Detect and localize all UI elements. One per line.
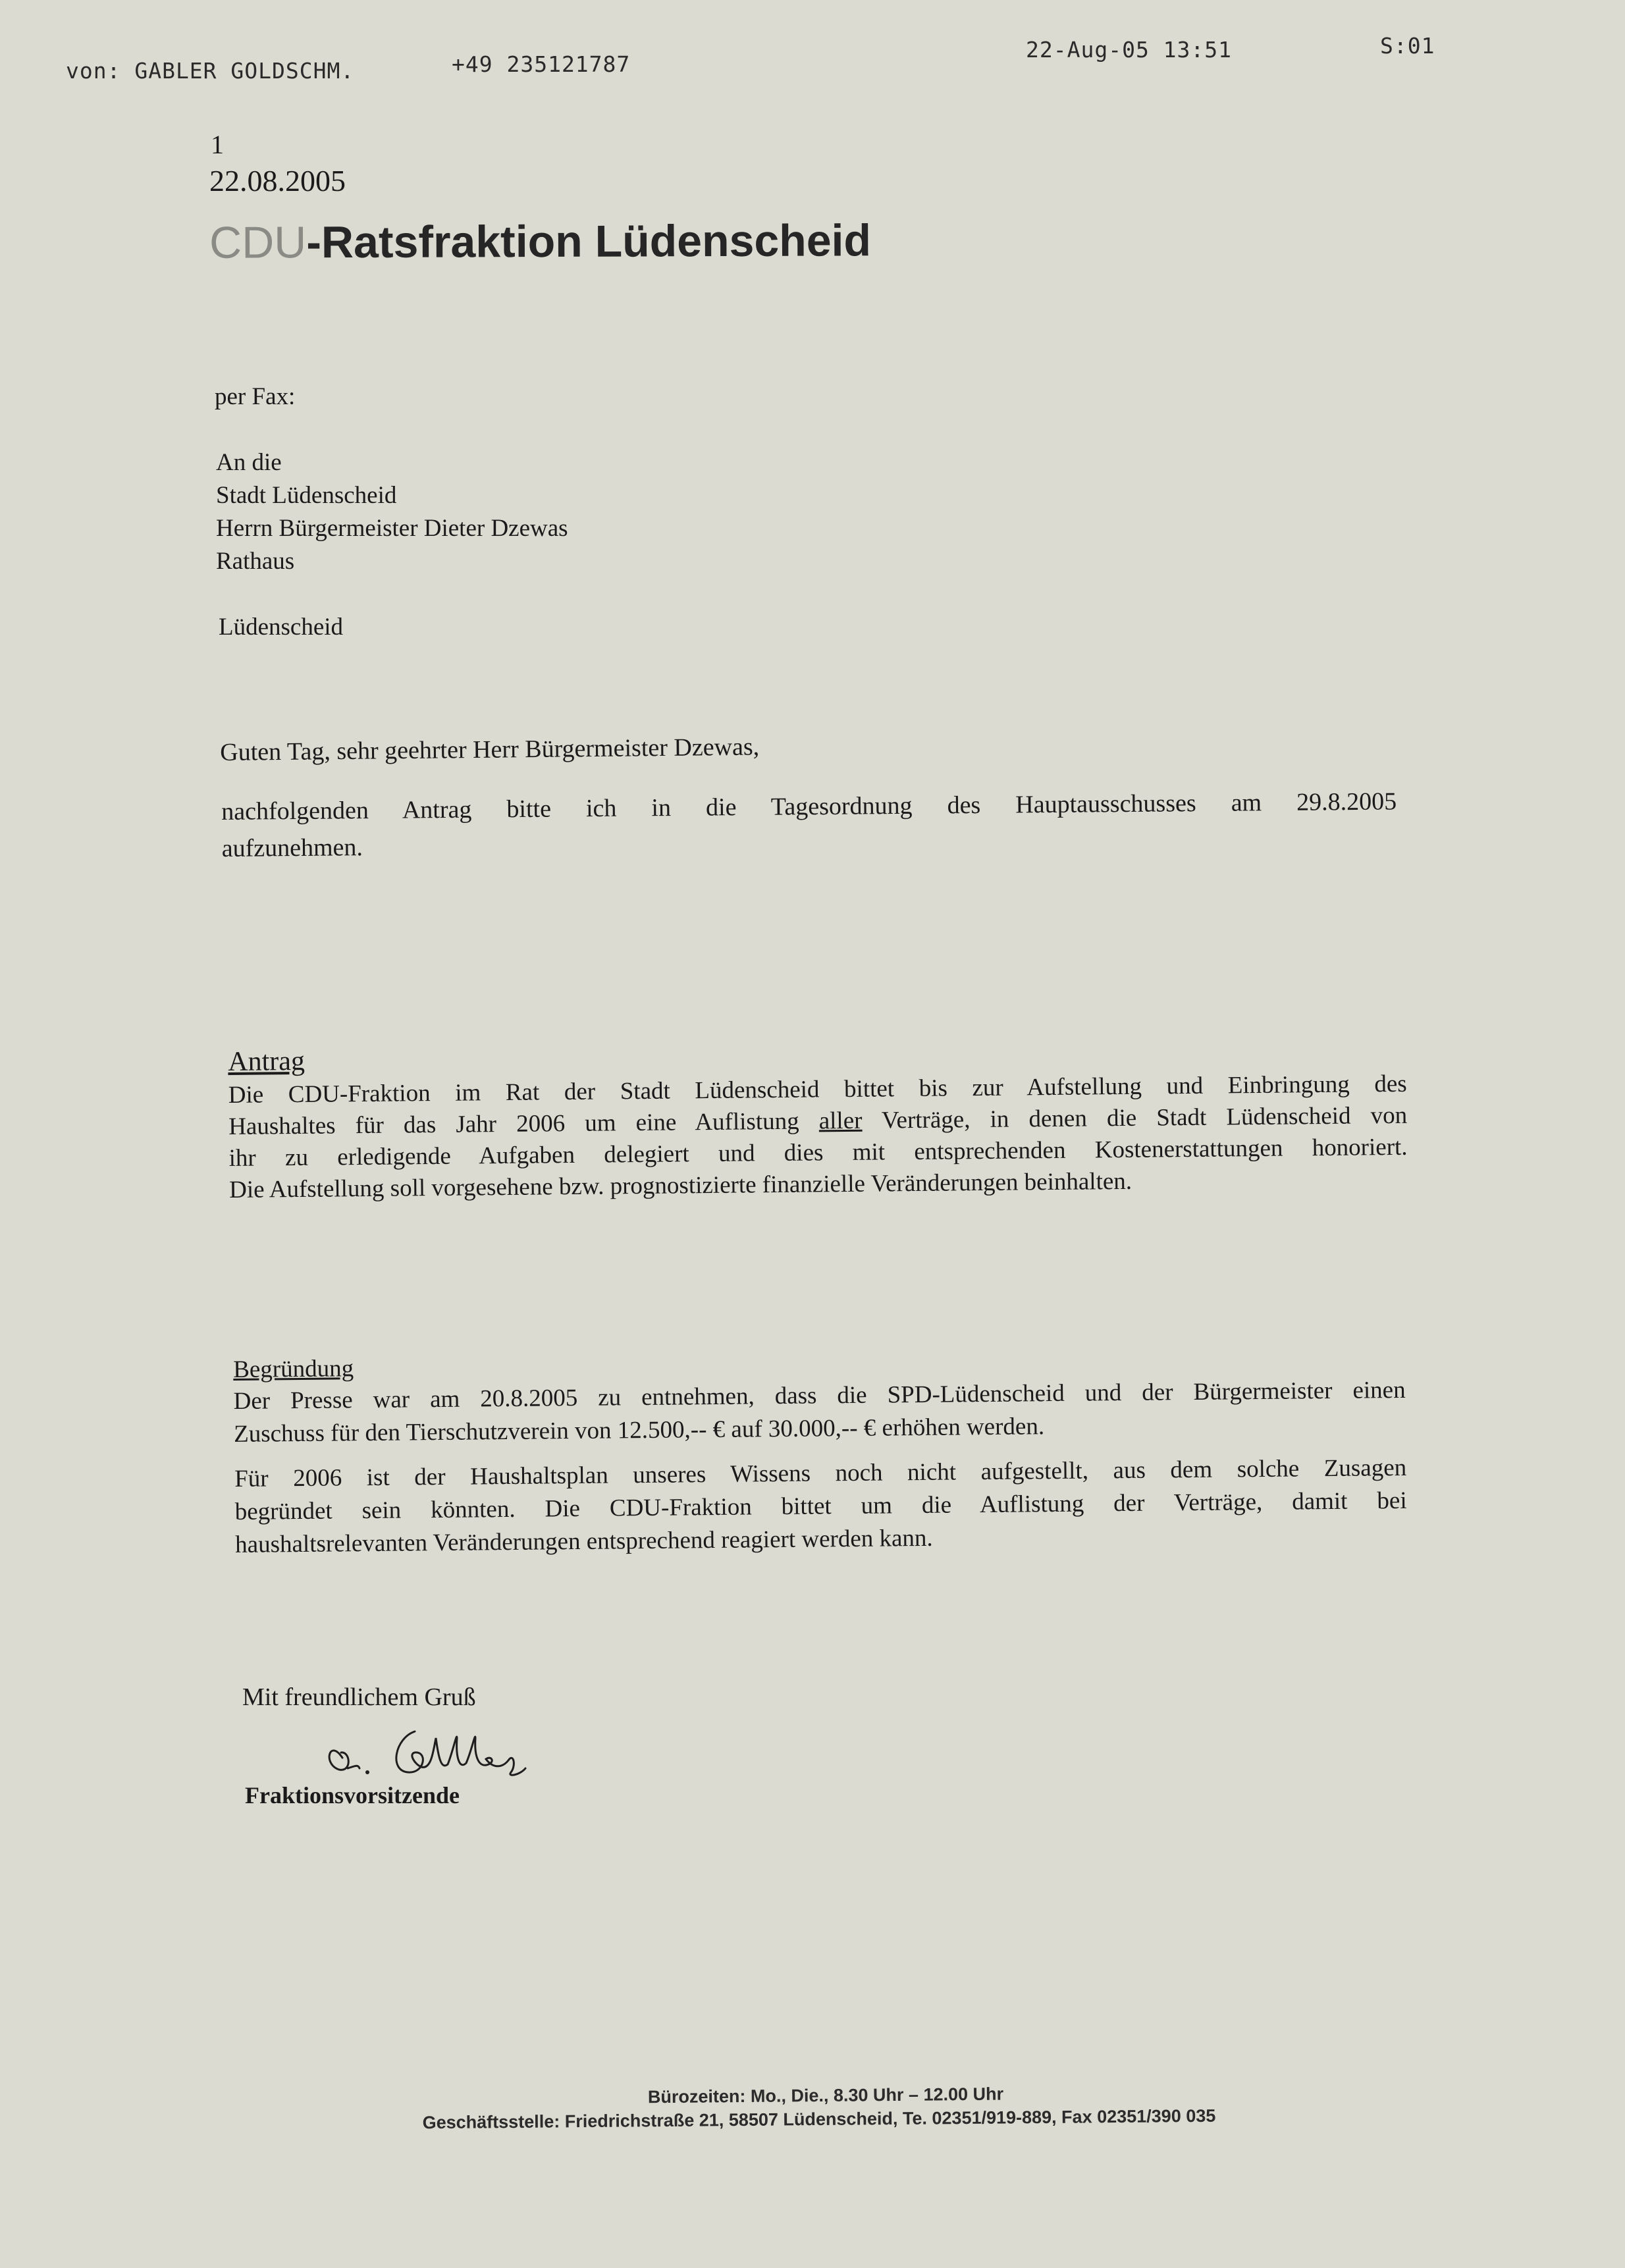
- recipient-city: Lüdenscheid: [219, 614, 344, 641]
- delivery-method: per Fax:: [215, 383, 296, 410]
- recipient-line: An die: [216, 449, 282, 476]
- letter-date: 22.08.2005: [209, 164, 346, 198]
- page-number: 1: [211, 130, 224, 159]
- fax-page-counter: S:01: [1380, 33, 1435, 59]
- motion-line: Die CDU-Fraktion im Rat der Stadt Lüdenscheid bittet bis zur Aufstellung und Einbringung des: [228, 1070, 1407, 1109]
- handwritten-signature: [316, 1712, 553, 1791]
- closing-phrase: Mit freundlichem Gruß: [242, 1683, 476, 1711]
- fax-phone-number: +49 235121787: [452, 51, 631, 77]
- signer-role: Fraktionsvorsitzende: [245, 1782, 460, 1808]
- reasoning-section: [233, 1344, 1406, 1451]
- fax-sender: von: GABLER GOLDSCHM.: [66, 58, 355, 84]
- intro-line: nachfolgenden Antrag bitte ich in die Tagesordnung des Hauptausschusses am 29.8.2005: [221, 787, 1397, 826]
- reasoning-heading: Begründung: [233, 1355, 354, 1383]
- letterhead-title: -Ratsfraktion Lüdenscheid: [306, 215, 872, 268]
- reasoning-paragraph: [234, 1452, 1407, 1562]
- recipient-line: Stadt Lüdenscheid: [216, 482, 397, 509]
- motion-line: Die Aufstellung soll vorgesehene bzw. prognostizierte finanzielle Veränderungen beinhalten.: [228, 1167, 1132, 1203]
- office-address: Geschäftsstelle: Friedrichstraße 21, 58507 Lüdenscheid, Te. 02351/919-889, Fax 02351/390 035: [422, 2105, 1216, 2133]
- office-hours: Bürozeiten: Mo., Die., 8.30 Uhr – 12.00 Uhr: [647, 2084, 1004, 2107]
- reasoning-line: begründet sein könnten. Die CDU-Fraktion bittet um die Auflistung der Verträge, damit bei: [234, 1487, 1407, 1525]
- motion-line: ihr zu erledigende Aufgaben delegiert und dies mit entsprechenden Kostenerstattungen honoriert.: [228, 1133, 1408, 1172]
- recipient-line: Herrn Bürgermeister Dieter Dzewas: [216, 515, 568, 542]
- recipient-line: Rathaus: [216, 548, 295, 575]
- reasoning-line: Zuschuss für den Tierschutzverein von 12.500,-- € auf 30.000,-- € erhöhen werden.: [233, 1413, 1045, 1448]
- salutation: Guten Tag, sehr geehrter Herr Bürgermeister Dzewas,: [220, 733, 760, 766]
- reasoning-line: haushaltsrelevanten Veränderungen entsprechend reagiert werden kann.: [234, 1524, 933, 1558]
- letterhead-prefix: CDU: [209, 217, 307, 268]
- motion-text: Haushaltes für das Jahr 2006 um eine Auflistung: [228, 1107, 819, 1140]
- letterhead: [209, 215, 871, 269]
- motion-heading: Antrag: [228, 1045, 306, 1077]
- motion-text: Verträge, in denen die Stadt Lüdenscheid von: [862, 1101, 1408, 1134]
- motion-section: [228, 1033, 1408, 1206]
- intro-line: aufzunehmen.: [221, 833, 363, 862]
- intro-paragraph: [221, 783, 1397, 867]
- recipient-address: [216, 446, 568, 578]
- motion-emphasis: aller: [818, 1107, 863, 1135]
- reasoning-line: Der Presse war am 20.8.2005 zu entnehmen, dass die SPD-Lüdenscheid und der Bürgermeister einen: [233, 1376, 1406, 1415]
- reasoning-line: Für 2006 ist der Haushaltsplan unseres Wissens noch nicht aufgestellt, aus dem solche Zusagen: [234, 1454, 1407, 1492]
- fax-timestamp: 22-Aug-05 13:51: [1026, 37, 1233, 63]
